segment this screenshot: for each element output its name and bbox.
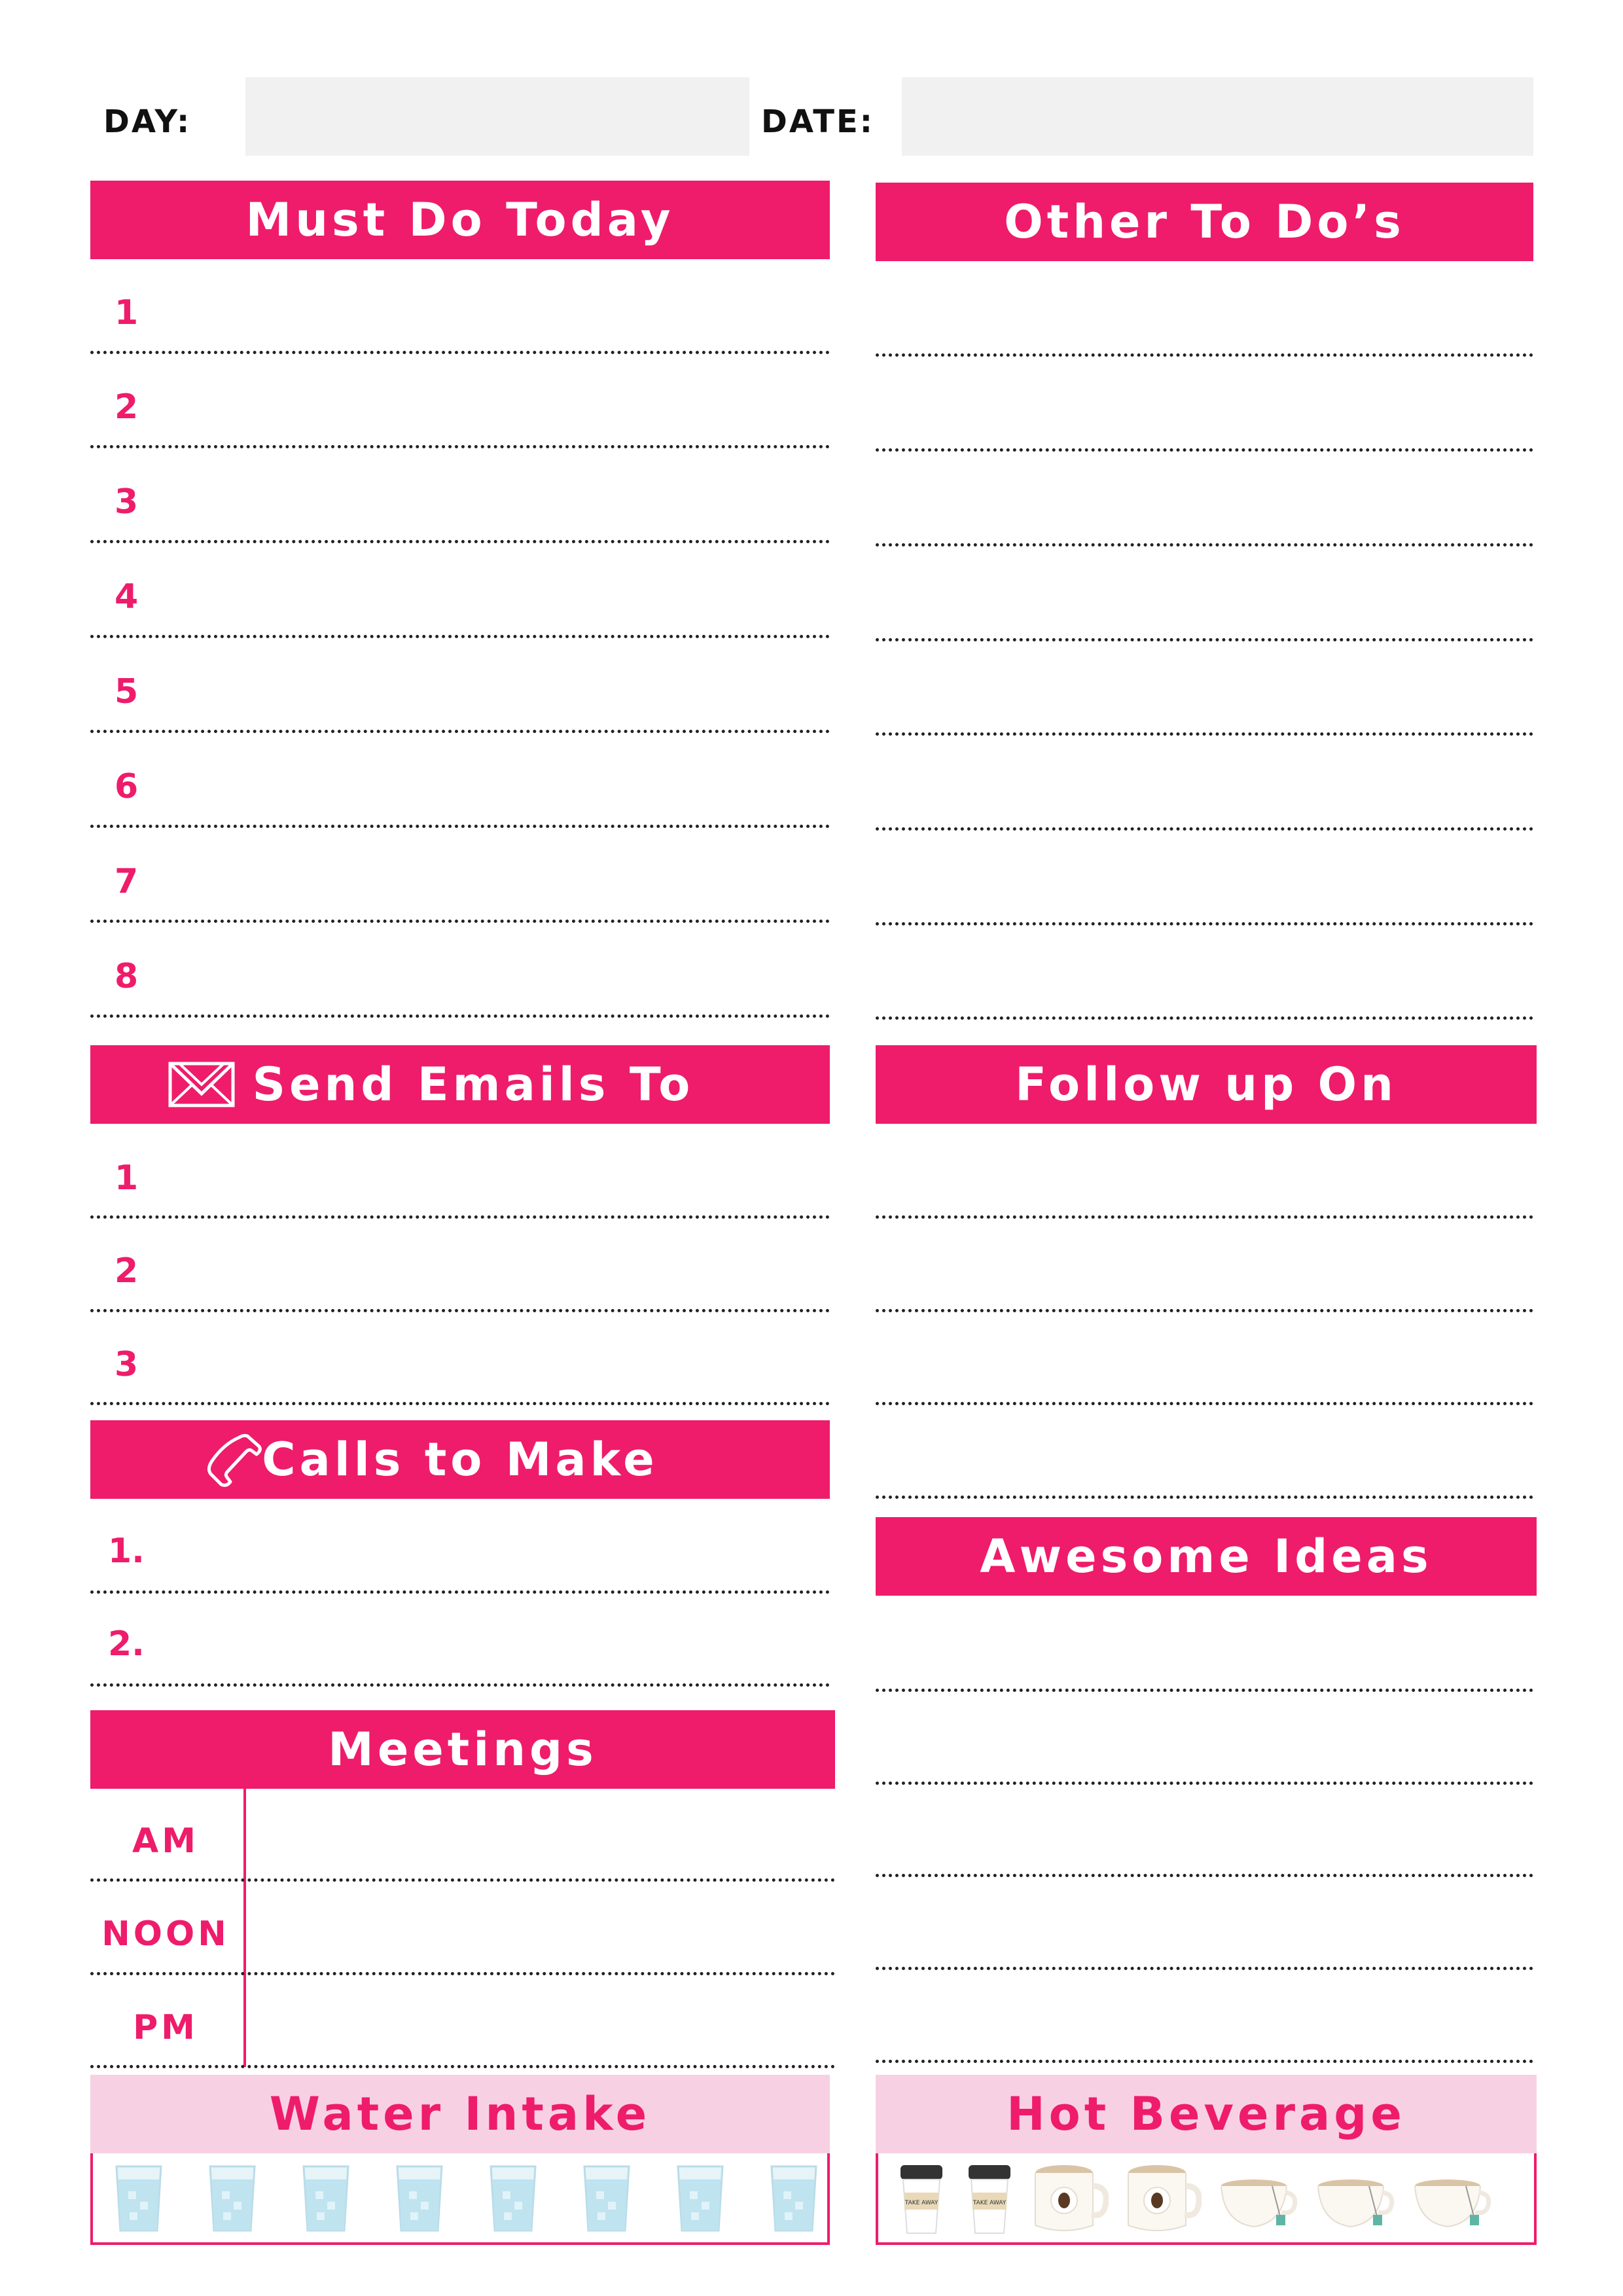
awesome-ideas-title: Awesome Ideas: [980, 1530, 1433, 1583]
follow-up-line-1[interactable]: [876, 1215, 1533, 1219]
meeting-slot-noon: NOON: [101, 1914, 230, 1954]
svg-text:TAKE AWAY: TAKE AWAY: [904, 2200, 938, 2206]
meeting-slot-am: AM: [132, 1821, 199, 1861]
email-number-1: 1: [115, 1158, 139, 1198]
follow-up-line-3[interactable]: [876, 1402, 1533, 1405]
ideas-line-1[interactable]: [876, 1689, 1533, 1692]
other-todos-header: [876, 183, 1533, 261]
water-glass-icon[interactable]: [393, 2162, 446, 2234]
must-do-line-5[interactable]: [90, 730, 830, 733]
calls-header: [90, 1420, 830, 1499]
tea-cup-icon[interactable]: [1314, 2177, 1395, 2236]
coffee-mug-icon[interactable]: [1031, 2162, 1109, 2236]
hot-beverage-header: [876, 2075, 1537, 2153]
water-intake-title: Water Intake: [269, 2087, 651, 2141]
must-do-line-6[interactable]: [90, 825, 830, 828]
must-do-line-1[interactable]: [90, 351, 830, 354]
other-todos-line-4[interactable]: [876, 638, 1533, 641]
must-do-line-8[interactable]: [90, 1014, 830, 1018]
tea-cup-icon[interactable]: [1411, 2177, 1492, 2236]
svg-text:TAKE AWAY: TAKE AWAY: [972, 2200, 1007, 2206]
call-line-2[interactable]: [90, 1683, 830, 1687]
follow-up-header: [876, 1045, 1537, 1124]
must-do-line-7[interactable]: [90, 920, 830, 923]
must-do-number-4: 4: [115, 577, 139, 617]
day-label: DAY:: [103, 103, 192, 140]
must-do-number-3: 3: [115, 482, 139, 522]
email-line-1[interactable]: [90, 1215, 830, 1219]
other-todos-line-2[interactable]: [876, 448, 1533, 452]
must-do-today-header: [90, 181, 830, 259]
email-line-3[interactable]: [90, 1402, 830, 1405]
email-line-2[interactable]: [90, 1309, 830, 1312]
must-do-number-7: 7: [115, 862, 139, 901]
follow-up-line-4[interactable]: [876, 1496, 1533, 1499]
email-number-3: 3: [115, 1345, 139, 1384]
must-do-number-2: 2: [115, 387, 139, 427]
other-todos-line-7[interactable]: [876, 922, 1533, 925]
must-do-line-4[interactable]: [90, 635, 830, 638]
ideas-line-2[interactable]: [876, 1782, 1533, 1785]
coffee-mug-icon[interactable]: [1124, 2162, 1202, 2236]
other-todos-line-8[interactable]: [876, 1016, 1533, 1020]
call-line-1[interactable]: [90, 1590, 830, 1594]
calls-title: Calls to Make: [262, 1433, 658, 1486]
phone-icon: [202, 1432, 264, 1491]
must-do-number-1: 1: [115, 293, 139, 332]
ideas-line-3[interactable]: [876, 1874, 1533, 1877]
day-input[interactable]: [245, 77, 749, 156]
ideas-line-4[interactable]: [876, 1967, 1533, 1970]
water-intake-header: [90, 2075, 830, 2153]
water-glass-icon[interactable]: [768, 2162, 820, 2234]
other-todos-line-1[interactable]: [876, 353, 1533, 357]
meeting-line-am[interactable]: [90, 1878, 835, 1882]
call-number-1: 1.: [108, 1532, 145, 1571]
other-todos-line-6[interactable]: [876, 827, 1533, 831]
email-number-2: 2: [115, 1251, 139, 1291]
ideas-line-5[interactable]: [876, 2060, 1533, 2063]
send-emails-header: [90, 1045, 830, 1124]
meetings-header: [90, 1710, 835, 1789]
takeaway-cup-icon[interactable]: [963, 2162, 1016, 2236]
follow-up-line-2[interactable]: [876, 1309, 1533, 1312]
must-do-number-5: 5: [115, 672, 139, 711]
takeaway-cup-icon[interactable]: [895, 2162, 948, 2236]
other-todos-line-3[interactable]: [876, 543, 1533, 547]
water-intake-box: [90, 2153, 830, 2245]
hot-beverage-box: [876, 2153, 1537, 2245]
meeting-line-pm[interactable]: [90, 2065, 835, 2068]
call-number-2: 2.: [108, 1624, 145, 1664]
envelope-icon: [168, 1061, 236, 1108]
other-todos-line-5[interactable]: [876, 732, 1533, 736]
water-glass-icon[interactable]: [674, 2162, 726, 2234]
must-do-today-title: Must Do Today: [245, 193, 675, 247]
must-do-line-3[interactable]: [90, 540, 830, 543]
send-emails-title: Send Emails To: [252, 1058, 694, 1111]
follow-up-title: Follow up On: [1015, 1058, 1397, 1111]
meetings-divider: [243, 1789, 246, 2067]
date-label: DATE:: [761, 103, 874, 140]
meeting-slot-pm: PM: [133, 2008, 198, 2047]
date-input[interactable]: [902, 77, 1533, 156]
other-todos-title: Other To Do’s: [1004, 195, 1405, 249]
tea-cup-icon[interactable]: [1217, 2177, 1298, 2236]
water-glass-icon[interactable]: [113, 2162, 165, 2234]
water-glass-icon[interactable]: [487, 2162, 539, 2234]
must-do-number-8: 8: [115, 957, 139, 996]
awesome-ideas-header: [876, 1517, 1537, 1596]
hot-beverage-title: Hot Beverage: [1007, 2087, 1406, 2141]
water-glass-icon[interactable]: [580, 2162, 633, 2234]
meeting-line-noon[interactable]: [90, 1972, 835, 1975]
water-glass-icon[interactable]: [206, 2162, 259, 2234]
must-do-line-2[interactable]: [90, 445, 830, 448]
meetings-title: Meetings: [328, 1723, 597, 1776]
must-do-number-6: 6: [115, 767, 139, 806]
water-glass-icon[interactable]: [300, 2162, 352, 2234]
